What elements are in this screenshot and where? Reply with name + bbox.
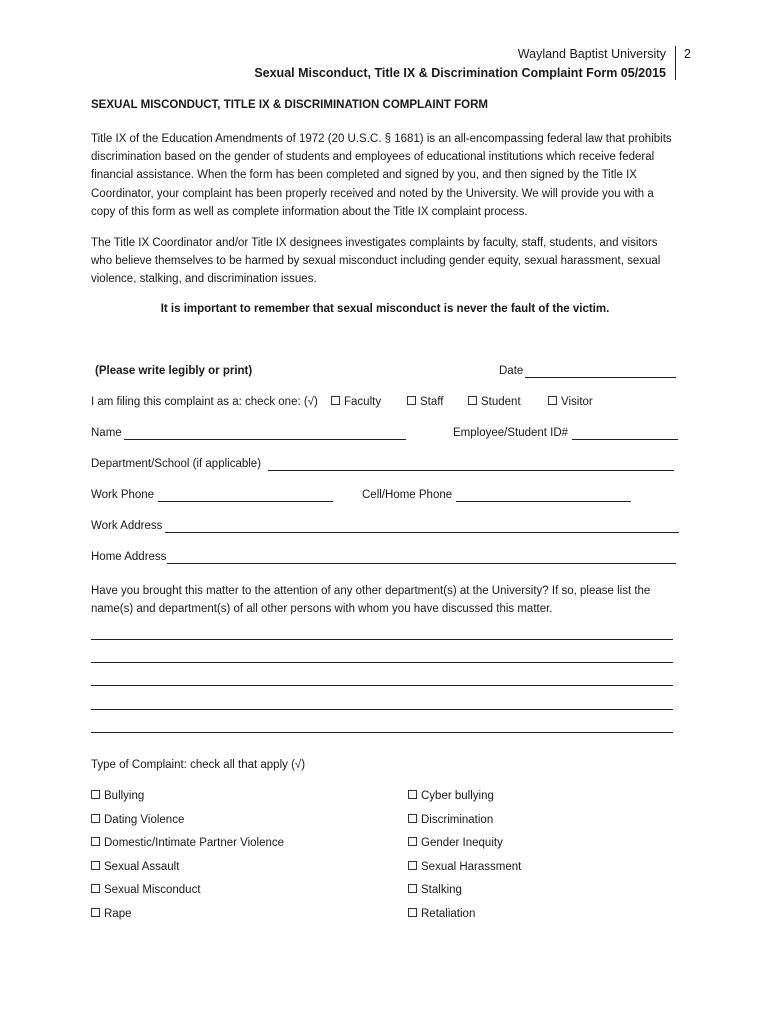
checkbox-icon [548, 396, 557, 405]
checkbox-label: Dating Violence [104, 814, 185, 826]
answer-line[interactable] [91, 639, 673, 640]
name-label: Name [91, 427, 122, 439]
checkbox-label: Stalking [421, 884, 462, 896]
cell-phone-label: Cell/Home Phone [362, 489, 453, 501]
checkbox-icon [408, 814, 417, 823]
header-university: Wayland Baptist University [517, 47, 666, 61]
answer-line[interactable] [91, 709, 673, 710]
checkbox-icon [91, 814, 100, 823]
document-title: SEXUAL MISCONDUCT, TITLE IX & DISCRIMINATION COMPLAINT FORM [91, 99, 488, 111]
checkbox-label: Bullying [104, 790, 145, 802]
answer-line[interactable] [91, 685, 673, 686]
checkbox-sexual-assault[interactable] [91, 861, 179, 873]
id-field[interactable] [572, 439, 678, 440]
answer-line[interactable] [91, 662, 673, 663]
name-field[interactable] [124, 439, 406, 440]
checkbox-student-label: Student [481, 396, 521, 408]
header-divider [675, 46, 676, 80]
checkbox-gender-inequity[interactable] [408, 837, 503, 849]
checkbox-domestic-violence[interactable] [91, 837, 284, 849]
checkbox-label: Sexual Assault [104, 861, 180, 873]
date-field[interactable] [525, 377, 676, 378]
checkbox-rape[interactable] [91, 908, 132, 920]
checkbox-icon [408, 861, 417, 870]
checkbox-label: Retaliation [421, 908, 476, 920]
checkbox-staff[interactable] [407, 396, 443, 408]
checkbox-icon [407, 396, 416, 405]
checkbox-icon [91, 837, 100, 846]
checkbox-icon [408, 884, 417, 893]
checkbox-icon [468, 396, 477, 405]
work-phone-label: Work Phone [91, 489, 155, 501]
checkbox-label: Sexual Misconduct [104, 884, 201, 896]
work-phone-field[interactable] [158, 501, 333, 502]
cell-phone-field[interactable] [456, 501, 631, 502]
work-address-label: Work Address [91, 520, 163, 532]
filing-label: I am filing this complaint as a: check one: (√) [91, 396, 318, 408]
id-label: Employee/Student ID# [453, 427, 569, 439]
checkbox-sexual-misconduct[interactable] [91, 884, 201, 896]
checkbox-faculty[interactable] [331, 396, 381, 408]
checkbox-retaliation[interactable] [408, 908, 475, 920]
checkbox-bullying[interactable] [91, 790, 144, 802]
intro-paragraph: Title IX of the Education Amendments of 1972 (20 U.S.C. § 1681) is an all-encompassing federal law that prohibits discrimination based on the gender of students and employees of educational institutions which receive federal financial assistance. When the form has been completed and signed by you, and then signed by the Title IX Coordinator, your complaint has been properly received and noted by the University. We will provide you with a copy of this form as well as complete information about the Title IX complaint process. [91, 133, 672, 218]
checkbox-icon [91, 861, 100, 870]
checkbox-student[interactable] [468, 396, 521, 408]
home-address-field[interactable] [167, 563, 676, 564]
checkbox-label: Gender Inequity [421, 837, 503, 849]
checkbox-visitor[interactable] [548, 396, 593, 408]
checkbox-icon [408, 908, 417, 917]
checkbox-icon [408, 790, 417, 799]
checkbox-cyber-bullying[interactable] [408, 790, 494, 802]
checkbox-dating-violence[interactable] [91, 814, 184, 826]
checkbox-stalking[interactable] [408, 884, 462, 896]
checkbox-label: Rape [104, 908, 132, 920]
checkbox-icon [91, 884, 100, 893]
complaint-type-label: Type of Complaint: check all that apply (√) [91, 759, 306, 771]
date-label: Date [499, 365, 524, 377]
checkbox-label: Sexual Harassment [421, 861, 522, 873]
instructions: (Please write legibly or print) [95, 365, 253, 377]
department-field[interactable] [268, 470, 674, 471]
checkbox-label: Domestic/Intimate Partner Violence [104, 837, 285, 849]
header-form-title: Sexual Misconduct, Title IX & Discrimination Complaint Form 05/2015 [254, 66, 666, 80]
department-label: Department/School (if applicable) [91, 458, 262, 470]
checkbox-sexual-harassment[interactable] [408, 861, 521, 873]
page-number: 2 [684, 47, 691, 61]
important-note: It is important to remember that sexual misconduct is never the fault of the victim. [160, 303, 610, 315]
checkbox-label: Discrimination [421, 814, 494, 826]
home-address-label: Home Address [91, 551, 167, 563]
work-address-field[interactable] [165, 532, 679, 533]
checkbox-icon [408, 837, 417, 846]
checkbox-discrimination[interactable] [408, 814, 493, 826]
other-departments-question: Have you brought this matter to the attention of any other department(s) at the University? If so, please list the name(s) and department(s) of all other persons with whom you have discussed this matter. [91, 585, 651, 616]
checkbox-icon [91, 908, 100, 917]
answer-line[interactable] [91, 732, 673, 733]
checkbox-icon [91, 790, 100, 799]
checkbox-icon [331, 396, 340, 405]
checkbox-label: Cyber bullying [421, 790, 494, 802]
checkbox-faculty-label: Faculty [344, 396, 382, 408]
coordinator-paragraph: The Title IX Coordinator and/or Title IX designees investigates complaints by faculty, staff, students, and visitors who believe themselves to be harmed by sexual misconduct including gender equity, sexual harassment, sexual violence, stalking, and discrimination issues. [91, 237, 661, 286]
checkbox-visitor-label: Visitor [561, 396, 593, 408]
checkbox-staff-label: Staff [420, 396, 444, 408]
